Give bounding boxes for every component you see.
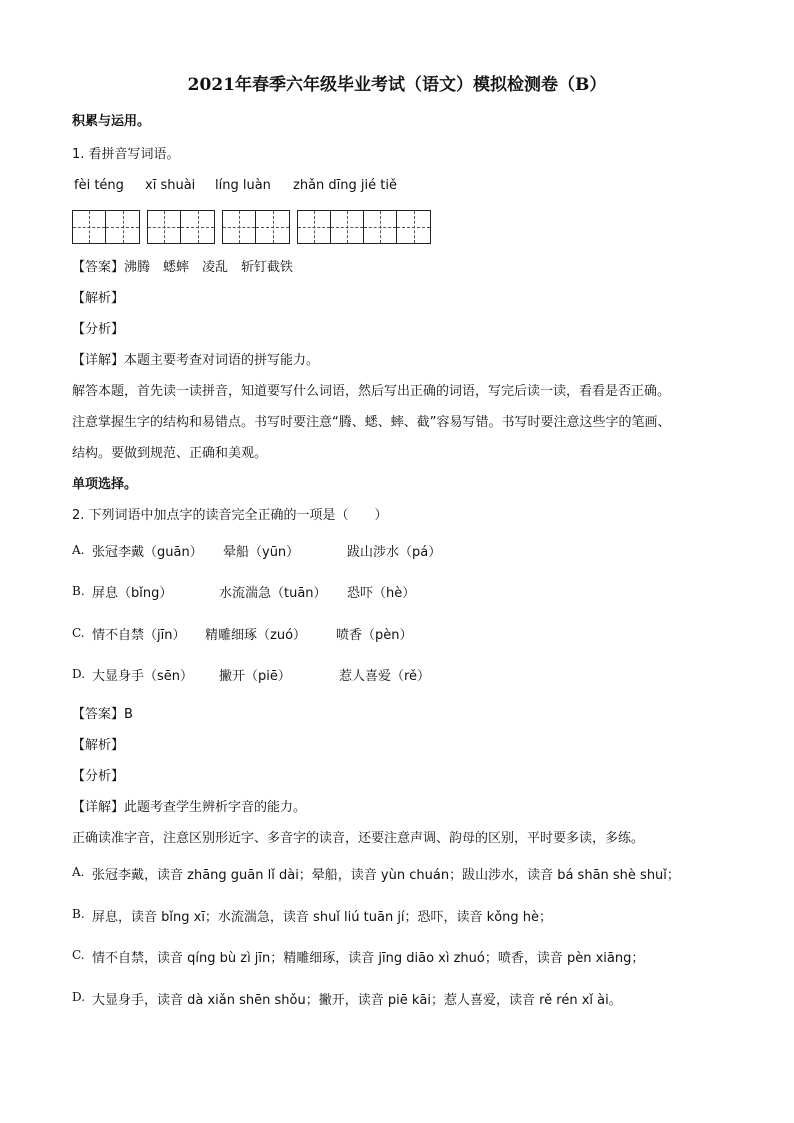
q2-fenxi: 【分析】 [72, 769, 125, 784]
explanation-d-letter: D. [72, 990, 86, 1004]
option-c-item-2: 精雕细琢（zuó） [205, 628, 307, 643]
question-1-stem: 1. 看拼音写词语。 [72, 147, 180, 162]
page-title: 2021年春季六年级毕业考试（语文）模拟检测卷（B） [187, 75, 607, 95]
writing-grid-4 [297, 210, 431, 244]
explanation-b-letter: B. [72, 907, 85, 921]
option-a-item-3: 跋山涉水（pá） [347, 545, 442, 560]
option-d-letter: D. [72, 667, 86, 681]
option-d-item-1: 大显身手（sēn） [92, 669, 194, 684]
option-c-item-3: 喷香（pèn） [336, 628, 413, 643]
question-2-stem: 2. 下列词语中加点字的读音完全正确的一项是（ ） [72, 508, 388, 523]
pinyin-2: xī shuài [145, 178, 196, 193]
option-a-item-2: 晕船（yūn） [223, 545, 300, 560]
option-b-item-2: 水流湍急（tuān） [219, 586, 327, 601]
pinyin-1: fèi téng [74, 178, 124, 193]
q1-line-2: 注意掌握生字的结构和易错点。书写时要注意“腾、蟋、蟀、截”容易写错。书写时要注意这些字的笔画、 [72, 415, 671, 430]
option-a-letter: A. [72, 543, 85, 557]
writing-grid-3 [222, 210, 290, 244]
option-c-item-1: 情不自禁（jīn） [92, 628, 186, 643]
q1-detail: 【详解】本题主要考查对词语的拼写能力。 [72, 353, 320, 368]
explanation-c-letter: C. [72, 948, 85, 962]
option-b-item-3: 恐吓（hè） [347, 586, 416, 601]
q1-line-3: 结构。要做到规范、正确和美观。 [72, 446, 268, 461]
section-heading-single-choice: 单项选择。 [72, 477, 138, 492]
pinyin-3: líng luàn [215, 178, 271, 193]
option-b-item-1: 屏息（bǐng） [92, 586, 173, 601]
explanation-a-letter: A. [72, 865, 85, 879]
explanation-c-text: 情不自禁，读音 qíng bù zì jīn；精雕细琢，读音 jīng diāo xì zhuó；喷香，读音 pèn xiāng； [92, 951, 645, 966]
explanation-d-text: 大显身手，读音 dà xiǎn shēn shǒu；撇开，读音 piē kāi；惹人喜爱，读音 rě rén xǐ ài。 [92, 993, 622, 1008]
option-d-item-3: 惹人喜爱（rě） [339, 669, 431, 684]
q2-answer: 【答案】B [72, 707, 133, 722]
q1-answer: 【答案】沸腾 蟋蟀 凌乱 斩钉截铁 [72, 260, 294, 275]
explanation-a-text: 张冠李戴，读音 zhāng guān lǐ dài；晕船，读音 yùn chuán；跋山涉水，读音 bá shān shè shuǐ； [92, 868, 680, 883]
option-b-letter: B. [72, 584, 85, 598]
q1-line-1: 解答本题，首先读一读拼音，知道要写什么词语，然后写出正确的词语，写完后读一读，看看是否正确。 [72, 384, 671, 399]
option-a-item-1: 张冠李戴（guān） [92, 545, 203, 560]
option-d-item-2: 撇开（piē） [219, 669, 291, 684]
q2-intro: 正确读准字音，注意区别形近字、多音字的读音，还要注意声调、韵母的区别，平时要多读，多练。 [72, 831, 645, 846]
pinyin-4: zhǎn dīng jié tiě [293, 178, 397, 193]
explanation-b-text: 屏息，读音 bǐng xī；水流湍急，读音 shuǐ liú tuān jí；恐吓，读音 kǒng hè； [92, 910, 553, 925]
q2-detail: 【详解】此题考查学生辨析字音的能力。 [72, 800, 307, 815]
writing-grid-2 [147, 210, 215, 244]
q1-jiexi: 【解析】 [72, 291, 125, 306]
writing-grid-1 [72, 210, 140, 244]
q2-jiexi: 【解析】 [72, 738, 125, 753]
q1-fenxi: 【分析】 [72, 322, 125, 337]
option-c-letter: C. [72, 626, 85, 640]
section-heading-accumulation: 积累与运用。 [72, 114, 151, 129]
